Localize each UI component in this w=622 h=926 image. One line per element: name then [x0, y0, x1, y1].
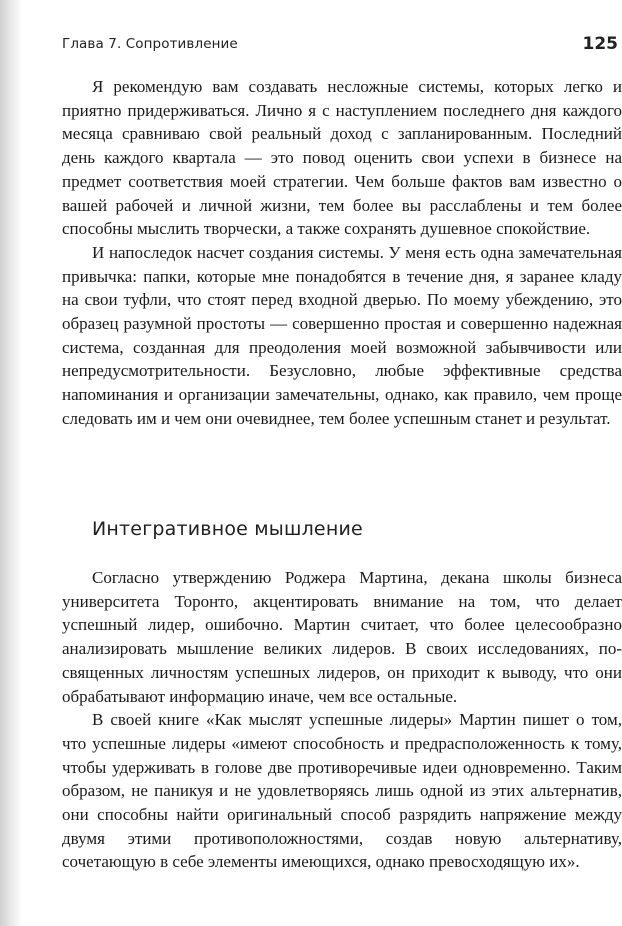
paragraph: И напоследок насчет создания системы. У меня есть одна замечательная привычка: папки, которые мне понадобятся в течение дня, я заранее кладу на свои туфли, что стоят перед входной дверью. По моему убеждению, это образец разумной простоты — совершенно простая и совершенно надежная система, созданная для преодоления моей возможной забывчивости или непредусмотрительности. Безусловно, любые эффективные средства напоминания и организации замечательны, однако, как правило, чем проще следовать им и чем они очевиднее, тем более успешным станет и результат. — [62, 242, 622, 428]
section-heading: Интегративное мышление — [92, 518, 363, 540]
book-spine-shadow — [0, 0, 22, 926]
book-page — [62, 0, 622, 926]
paragraph: Согласно утверждению Роджера Мартина, декана школы бизнеса университета Торонто, акцентировать внимание на том, что делает успешный лидер, ошибочно. Мартин считает, что более целесообразно анализировать мышление великих лидеров. В своих исследованиях, посвященных личностям успешных лидеров, он приходит к выводу, что они обрабатывают информацию иначе, чем все остальные. — [62, 568, 622, 706]
paragraph: Я рекомендую вам создавать несложные системы, которых легко и приятно придерживаться. Лично я с наступлением последнего дня каждого месяца сравниваю свой реальный доход с запланированным. Последний день каждого квартала — это повод оценить свои успехи в бизнесе на предмет соответствия моей стратегии. Чем больше фактов вам известно о вашей рабочей и личной жизни, тем более вы расслаблены и тем более способны мыслить творчески, а также сохранять душевное спокойствие. — [62, 77, 622, 239]
running-header — [62, 34, 622, 56]
chapter-title: Глава 7. Сопротивление — [62, 36, 238, 52]
body-text-section-2 — [62, 566, 622, 874]
body-text-section-1 — [62, 75, 622, 431]
page-number: 125 — [582, 34, 618, 54]
paragraph: В своей книге «Как мыслят успешные лидеры» Мартин пишет о том, что успешные лидеры «имеют способность и предрасположенность к тому, чтобы удерживать в голове две противоречивые идеи одновременно. Таким образом, не паникуя и не удовлетворяясь лишь одной из этих альтернатив, они способны найти оригинальный способ разрядить напряжение между двумя этими противоположностями, создав новую альтернативу, сочетающую в себе элементы имеющихся, однако превосходящую их». — [62, 710, 622, 872]
